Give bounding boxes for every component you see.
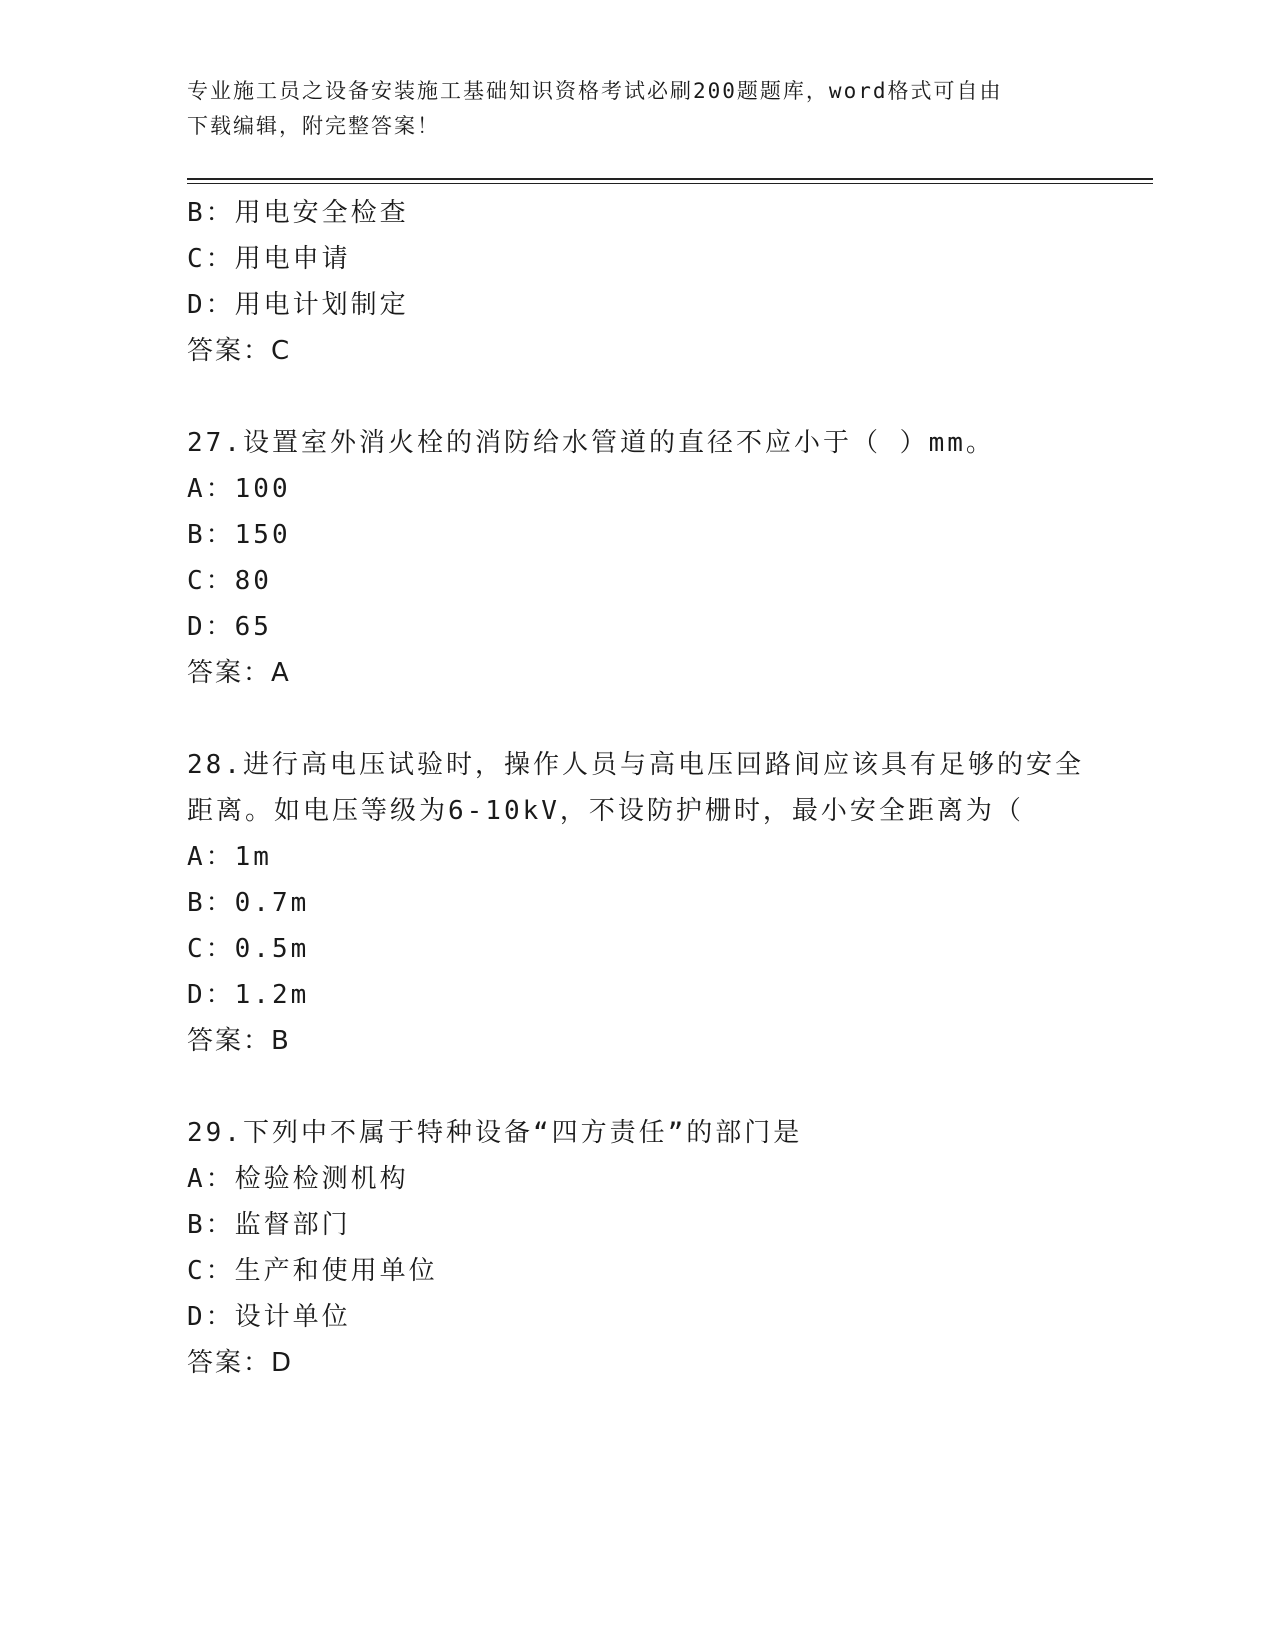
q26-option-c: C：用电申请 — [187, 244, 351, 274]
q28-question-line-2: 距离。如电压等级为6-10kV，不设防护栅时，最小安全距离为（ — [187, 796, 1024, 826]
q27-option-a: A：100 — [187, 474, 291, 504]
q26-option-b: B：用电安全检查 — [187, 198, 409, 228]
spacer — [187, 374, 1087, 420]
q27-answer: 答案：A — [187, 658, 291, 688]
question-29 — [187, 1110, 1087, 1386]
q28-question-line-1: 28.进行高电压试验时，操作人员与高电压回路间应该具有足够的安全 — [187, 750, 1084, 780]
q27-option-d: D：65 — [187, 612, 272, 642]
header-line-1: 专业施工员之设备安装施工基础知识资格考试必刷200题题库，word格式可自由 — [187, 79, 1003, 103]
q28-option-b: B：0.7m — [187, 888, 310, 918]
header-divider-thick — [187, 178, 1153, 180]
header-line-2: 下载编辑，附完整答案！ — [187, 114, 440, 138]
q29-question: 29.下列中不属于特种设备“四方责任”的部门是 — [187, 1118, 803, 1148]
spacer — [187, 696, 1087, 742]
document-header — [187, 74, 1077, 144]
q28-option-c: C：0.5m — [187, 934, 310, 964]
question-28 — [187, 742, 1087, 1064]
q29-option-a: A：检验检测机构 — [187, 1164, 409, 1194]
q26-option-d: D：用电计划制定 — [187, 290, 409, 320]
q29-answer: 答案：D — [187, 1348, 294, 1378]
q29-option-d: D：设计单位 — [187, 1302, 351, 1332]
q28-answer: 答案：B — [187, 1026, 291, 1056]
q28-option-d: D：1.2m — [187, 980, 310, 1010]
q29-option-b: B：监督部门 — [187, 1210, 351, 1240]
question-27 — [187, 420, 1087, 696]
question-list — [187, 190, 1087, 1386]
spacer — [187, 1064, 1087, 1110]
q27-option-c: C：80 — [187, 566, 272, 596]
q28-option-a: A：1m — [187, 842, 272, 872]
q27-question: 27.设置室外消火栓的消防给水管道的直径不应小于（ ）mm。 — [187, 428, 995, 458]
question-26 — [187, 190, 1087, 374]
q27-option-b: B：150 — [187, 520, 291, 550]
header-divider-thin — [187, 183, 1153, 184]
q26-answer: 答案：C — [187, 336, 292, 366]
q29-option-c: C：生产和使用单位 — [187, 1256, 438, 1286]
